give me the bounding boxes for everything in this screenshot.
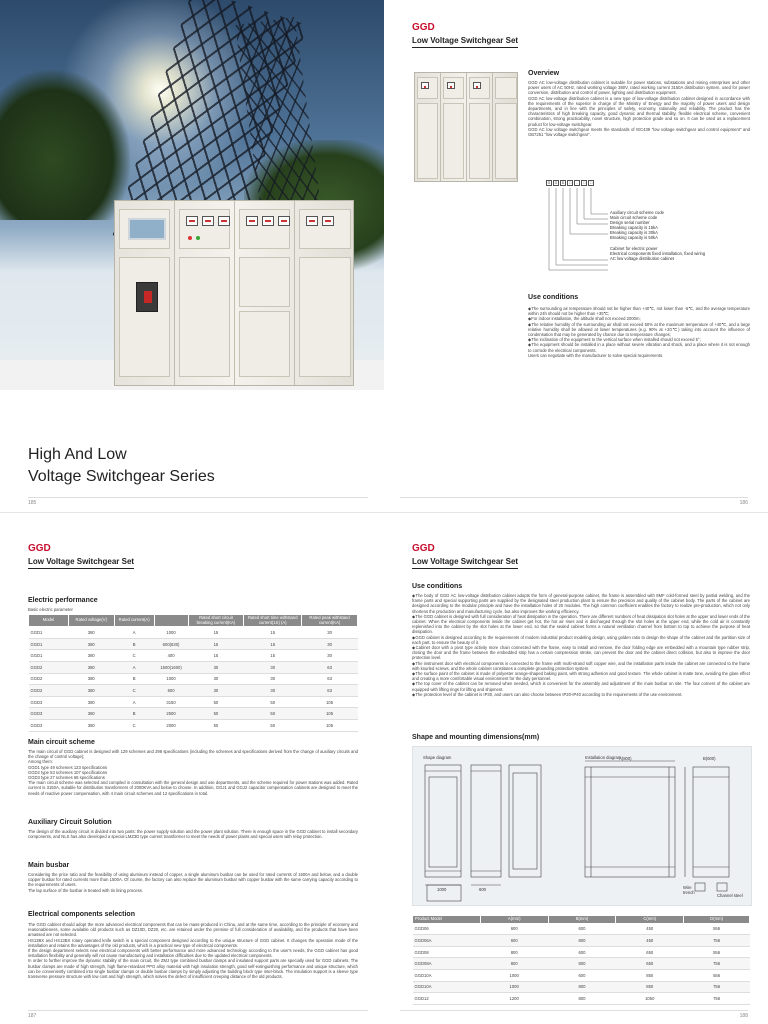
footer-rule: [400, 1010, 748, 1011]
table-cell: GGD08: [413, 946, 481, 958]
table-row: [29, 719, 358, 731]
table-row: [29, 638, 358, 650]
meter: [218, 216, 230, 226]
table-cell: 63: [302, 661, 358, 673]
dimensions-rows: [413, 923, 750, 1004]
table-cell: C: [114, 650, 154, 662]
table-cell: 380: [68, 638, 114, 650]
electric-performance-rows: [29, 627, 358, 731]
table-cell: 800: [548, 981, 616, 993]
table-cell: 50: [244, 696, 302, 708]
shape-dimensions-heading: Shape and mounting dimensions(mm): [412, 734, 540, 741]
page-number: 185: [28, 500, 37, 506]
product-title: Low Voltage Switchgear Set: [28, 557, 134, 569]
use-conditions-list: ◆The surrounding air temperature should not be higher than +40℃, not lower than -5℃, and the average temperature within 24h should not be higher than +35℃; ◆For indoor installation, the altitude shall not exceed 2000m; ◆The relative humidity of the surrounding air shall not exceed 50% at the maximum temperature of +40℃, and a large relative humidity shall be allowed at lower temperatures (e.g. 90% at +20℃) taking into account the influence of condensation that may be generated by chance due to temperature changes; ◆The inclination of the equipment to the vertical surface when installed should not exceed 5°; ◆The equipment should be installed in a place without severe vibration and shock, and a place where it is not enough to corrode the electrical components. Users can negotiate with the manufacturer to solve special requirements.: [528, 306, 750, 358]
tree-silhouette: [0, 70, 130, 220]
basic-parameter-label: Basic electric parameter: [28, 607, 73, 612]
brand-label: GGD: [412, 543, 435, 554]
page-number: 187: [28, 1013, 37, 1019]
table-cell: 30: [244, 685, 302, 697]
table-cell: 800: [480, 946, 548, 958]
table-cell: 15: [188, 650, 244, 662]
brand-label: GGD: [28, 543, 51, 554]
table-cell: 380: [68, 673, 114, 685]
table-cell: 2000: [154, 719, 188, 731]
electrical-components-heading: Electrical components selection: [28, 911, 135, 918]
table-cell: GGD1: [29, 650, 69, 662]
table-cell: 380: [68, 708, 114, 720]
series-title-line1: High And Low: [28, 446, 127, 463]
table-cell: 756: [684, 981, 750, 993]
table-row: [29, 673, 358, 685]
table-cell: 800: [548, 993, 616, 1005]
auxiliary-circuit-text: The design of the auxiliary circuit is divided into two parts: the power supply solution and the power plant solution. There is enough space in the GGD cabinet to install secondary components, and NLS has also developed a special LMZ3D type current transformer to meet the needs of power plants and special users with relay protection.: [28, 829, 358, 840]
table-cell: 400: [154, 650, 188, 662]
indicator-lamp: [196, 236, 200, 240]
table-cell: GGD3: [29, 708, 69, 720]
page-187: [0, 513, 384, 1024]
cover-photo: [0, 0, 384, 390]
table-cell: 800: [548, 935, 616, 947]
table-cell: 800: [548, 958, 616, 970]
table-cell: 63: [302, 673, 358, 685]
meter: [202, 216, 214, 226]
table-cell: 380: [68, 719, 114, 731]
table-cell: 1000: [480, 981, 548, 993]
dim-depth: 600: [479, 887, 486, 892]
table-cell: 63: [302, 685, 358, 697]
table-cell: B: [114, 638, 154, 650]
table-cell: 15: [188, 627, 244, 639]
page-number: 186: [739, 500, 748, 506]
dim-b: B(600): [703, 756, 716, 761]
table-cell: 30: [302, 638, 358, 650]
meter: [306, 216, 318, 226]
cabinet-column: [235, 201, 295, 385]
series-title: [28, 444, 215, 488]
table-cell: 30: [244, 661, 302, 673]
cabinet-column: [295, 201, 355, 385]
table-cell: GGD3: [29, 719, 69, 731]
model-code-leader-lines: [546, 188, 608, 288]
table-cell: 800: [480, 958, 548, 970]
table-cell: 600: [480, 923, 548, 935]
cabinet-product-image: [414, 72, 518, 182]
footer-rule: [400, 497, 748, 498]
electric-performance-table: Model Rated voltage(V) Rated current(A) Rated short circuit breaking current(KA) Rated short time withstand current(1S) (A) Rated peak withstand current(KA) GGD1 380 A 1000 15 15 30 GGD1 380 B 600(630) 15 15 30 GGD1 380 C 400 15 15 30 GGD2 380 A 1500(1600) 30 30 63 GGD2 380 B 1000 30 30 63 GGD2 380 C 600 30 30 63 GGD3 380 A 3150 50 50 105 GGD3 380 B 2500 50 50 105 GGD3 380 C 2000 50 50 105: [28, 614, 358, 732]
table-cell: 105: [302, 708, 358, 720]
table-row: [413, 923, 750, 935]
table-cell: 30: [302, 650, 358, 662]
table-cell: GGD10A: [413, 981, 481, 993]
table-cell: 556: [684, 946, 750, 958]
table-cell: 15: [188, 638, 244, 650]
table-row: [29, 627, 358, 639]
footer-rule: [28, 497, 368, 498]
display-screen: [128, 218, 166, 240]
table-cell: 50: [188, 696, 244, 708]
meter: [186, 216, 198, 226]
table-cell: 850: [616, 969, 684, 981]
table-cell: GGD06: [413, 923, 481, 935]
table-cell: 1500(1600): [154, 661, 188, 673]
table-cell: 50: [244, 708, 302, 720]
installation-diagram-label: Installation diagram: [585, 755, 622, 760]
use-conditions-heading: Use conditions: [412, 583, 463, 590]
table-row: [29, 650, 358, 662]
use-conditions-list: ◆The body of GGD AC low-voltage distribution cabinet adopts the form of general-purpose cabinet, the frame is assembled with 8MF cold-formed steel by partial welding, and the frame parts and special supporting parts are supplied by the designated steel production plant to ensure the precision and quality of the cabinet body. The parts of the cabinet are designed according to the modular principle and have the installation holes of 20 modules. The high common coefficient enables the factory to realize pre-production, which not only shortens the production and manufacturing cycle, but also improves the working efficiency. ◆The GGD cabinet is designed with full consideration of heat dissipation in the operation. There are different numbers of heat dissipation slot holes at the upper and lower ends of the cabinet. When the electrical components inside the cabinet get hot, the hot air rises and is discharged through the slot holes at the upper end, while the cold air is constantly replenished into the cabinet by the slot holes at the lower end, so that the sealed cabinet forms a natural ventilation channel from bottom to top to achieve the purpose of heat dissipation. ◆GGD cabinet is designed according to the requirements of modern industrial product modeling design, using golden ratio to design the shape of the cabinet and the partition size of each part, to ensure the beauty of it. ◆Cabinet door with a pivot type activity more chain connected with the frame, easy to install and remove, the door folding edge are embedded with a mountain type rubber strip, closing the door and the frame between the embedded strip has a certain compression stroke, can prevent the door and the cabinet direct collision, but also to improve the door protection level. ◆The instrument door with electrical components is connected to the frame with multi-strand soft copper wire, and the installation parts inside the cabinet are connected to the frame with knurled screws, and the whole cabinet constitutes a complete grounding protection system. ◆The surface paint of the cabinet is made of polyester orange-shaped baking paint, with strong adhesion and good texture. The whole cabinet is matte tone, avoiding the glare effect and creating a more comfortable visual environment for the duty personnel. ◆The top cover of the cabinet can be removed when needed, which is convenient for the assembly and adjustment of the main busbar on site. The four corners of the cabinet are equipped with lifting rings for lifting and shipment. ◆The protection level of the cabinet is IP30, and users can also choose between IP20-IP40 according to the requirements of the use environment.: [412, 593, 750, 697]
table-row: [413, 969, 750, 981]
meter: [421, 82, 429, 89]
table-cell: 105: [302, 696, 358, 708]
main-circuit-text: The main circuit of GGD cabinet is designed with 129 schemes and 298 specifications (including the schemes and specifications derived from the change of auxiliary circuits and the change of control voltage); Among them: GGD1 type 49 schemes 123 specifications GGD2 type 53 schemes 107 specifications GGD3 type 27 schemes 68 specifications The main circuit scheme was selected and compiled in consultation with the general design and use departments, and the scheme required for power stations was added. Rated current is 3150A, suitable for distribution transformers of 2000KVA and below to choose. In addition, GGJ1 and GGJ2 capacitor compensation cabinets are designed to meet the needs of reactive power compensation, with 4 main circuit schemes and 12 specifications in total.: [28, 749, 358, 796]
page-186: [384, 0, 768, 512]
table-cell: 450: [616, 923, 684, 935]
meter: [447, 82, 455, 89]
table-cell: 15: [244, 627, 302, 639]
product-title: Low Voltage Switchgear Set: [412, 557, 518, 569]
table-cell: 600(630): [154, 638, 188, 650]
table-cell: 30: [188, 685, 244, 697]
use-conditions-heading: Use conditions: [528, 294, 579, 301]
electrical-components-text: The GGD cabinet should adopt the more advanced electrical components that can be mass-produced in China, and at the same time, according to the principle of economy and reasonableness, some available old products such as DZ10D, DZ20, etc. are retained under the premise of full consideration of availability, and the products that have been amassed are not selected. HS13BX and HS13BX rotary operated knife switch is a special component designed according to the unique structure of GGD cabinet. It changes the operation mode of the installation and retains the advantages of the old products, which is a practical new type of electrical components. If the design department selects new electrical components with better performance and more advanced technology according to the user's needs, the GGD cabinet has good installation flexibility and generally will not cause manufacturing and installation difficulties due to the updated electrical components. In order to further improve the dynamic stability of the main circuit, the ZMJ type combined busbar clamps and insulated support parts are specially used for GGD cabinets. The busbar clamps are made of high strength, high flame-retardant PPO alloy material with high insulation strength, good self-extinguishing performance and unique structure, which can be conveniently combined into single busbar clamps or double busbar clamps by simply adjusting the building block type inter-block. The insulation support is a sleeve type transverse pressure structure with low cost and high strength, which solves the defect of insufficient creeping distance of the old products.: [28, 922, 358, 980]
overview-text: GGD AC low-voltage distribution cabinet is suitable for power stations, substations and mining enterprises and other power users of AC 50Hz, rated working voltage 380V, rated working current 3150A distribution system, used for power conversion, distribution and control of power, lighting and distribution equipment. GGD AC low-voltage distribution cabinet is a new type of low-voltage distribution cabinet designed in accordance with the requirements of the superior in charge of the Ministry of Energy and the majority of power users and design departments, and in line with the principles of safety, economy, rationality and reliability. The product has the characteristics of high breaking capacity, good dynamic and thermal stability, flexible electrical scheme, convenient combination, strong practicability, novel structure, high protection grade and so on. It can be used as a replacement product for low-voltage switchgear. GGD AC low voltage switchgear meets the standards of IEC439 "low voltage switchgear and control equipment" and GB7251 "low voltage switchgear".: [528, 80, 750, 138]
meter: [262, 216, 274, 226]
table-cell: 50: [244, 719, 302, 731]
table-cell: GGD2: [29, 685, 69, 697]
breaker: [136, 282, 158, 312]
table-cell: GGD12: [413, 993, 481, 1005]
shape-diagram-label: Shape diagram: [423, 755, 452, 760]
table-cell: 1000: [480, 969, 548, 981]
table-row: [29, 685, 358, 697]
table-cell: 756: [684, 935, 750, 947]
table-cell: 380: [68, 661, 114, 673]
page-185: [0, 0, 384, 512]
page-188: [384, 513, 768, 1024]
dim-width: 1000: [437, 887, 447, 892]
table-cell: 1050: [616, 993, 684, 1005]
table-cell: 600: [548, 946, 616, 958]
table-cell: GGD2: [29, 673, 69, 685]
table-cell: 380: [68, 696, 114, 708]
table-row: [413, 981, 750, 993]
table-cell: 30: [188, 673, 244, 685]
table-cell: 15: [244, 638, 302, 650]
table-cell: 450: [616, 935, 684, 947]
table-cell: A: [114, 696, 154, 708]
table-cell: 105: [302, 719, 358, 731]
drawing-lines: [413, 747, 751, 905]
table-cell: 50: [188, 708, 244, 720]
meter: [322, 216, 334, 226]
table-cell: C: [114, 685, 154, 697]
main-circuit-heading: Main circuit scheme: [28, 739, 95, 746]
table-cell: 600: [154, 685, 188, 697]
main-busbar-text: Considering the price ratio and the feasibility of using aluminum instead of copper, a single aluminum busbar can be used for rated currents of 1500A and below, and a double copper busbar for rated currents more than 1500A. Of course, the factory can also replace the aluminum busbar with copper busbar with the same carrying capacity according to the requirements of users. The lap surface of the busbar is treated with tin lining process.: [28, 872, 358, 893]
table-cell: 756: [684, 958, 750, 970]
model-code: G G D □ - □ □: [547, 181, 593, 185]
meter: [278, 216, 290, 226]
dimensions-table: Product Model A(mm) B(mm) C(mm) D(mm) GGD06 600 600 450 556 GGD06A 600 800 450 756 GGD08 800 600 650 556 GGD08A 800 800 650 756 GGD10A 1000 600 850 556 GGD10A 1000 800 850 756 GGD12 1200 800 1050 756: [412, 915, 750, 1005]
table-cell: 30: [188, 661, 244, 673]
table-cell: 1200: [480, 993, 548, 1005]
table-row: [29, 661, 358, 673]
table-row: [413, 946, 750, 958]
model-code-labels: Auxiliary circuit scheme code Main circuit scheme code Design serial number Breaking capacity is 15kA Breaking capacity is 30kA Breaking capacity is 50kA Cabinet for electric power Electrical components fixed installation, fixed wiring AC low voltage distribution cabinet: [610, 210, 706, 261]
page-number: 188: [739, 1013, 748, 1019]
overview-heading: Overview: [528, 70, 560, 77]
table-cell: 1000: [154, 673, 188, 685]
brand-label: GGD: [412, 22, 435, 33]
dim-a: A(800): [619, 756, 632, 761]
indicator-lamp: [188, 236, 192, 240]
channel-steel-label: Channel steel: [717, 893, 743, 898]
table-row: [29, 696, 358, 708]
footer-rule: [28, 1010, 368, 1011]
table-cell: GGD1: [29, 638, 69, 650]
table-row: [29, 708, 358, 720]
table-cell: 556: [684, 923, 750, 935]
table-cell: 2500: [154, 708, 188, 720]
table-cell: 50: [188, 719, 244, 731]
cabinet-column: [115, 201, 175, 385]
table-cell: A: [114, 627, 154, 639]
table-cell: 600: [548, 923, 616, 935]
table-cell: 380: [68, 685, 114, 697]
table-row: [413, 958, 750, 970]
table-row: [413, 935, 750, 947]
table-cell: GGD08A: [413, 958, 481, 970]
table-cell: 600: [548, 969, 616, 981]
table-cell: C: [114, 719, 154, 731]
table-cell: 756: [684, 993, 750, 1005]
cabinet-column: [175, 201, 235, 385]
table-cell: 600: [480, 935, 548, 947]
table-cell: GGD1: [29, 627, 69, 639]
table-cell: GGD2: [29, 661, 69, 673]
main-busbar-heading: Main busbar: [28, 862, 70, 869]
table-cell: B: [114, 673, 154, 685]
table-cell: A: [114, 661, 154, 673]
product-title: Low Voltage Switchgear Set: [412, 36, 518, 48]
table-cell: 1000: [154, 627, 188, 639]
table-cell: GGD3: [29, 696, 69, 708]
switchgear-cabinet-photo: [114, 200, 354, 386]
table-cell: GGD06A: [413, 935, 481, 947]
bottom-spread: [0, 512, 768, 1024]
auxiliary-circuit-heading: Auxiliary Circuit Solution: [28, 819, 112, 826]
meter: [246, 216, 258, 226]
electric-performance-heading: Electric performance: [28, 597, 98, 604]
table-row: [413, 993, 750, 1005]
table-cell: B: [114, 708, 154, 720]
meter: [473, 82, 481, 89]
table-cell: 3150: [154, 696, 188, 708]
table-cell: 650: [616, 958, 684, 970]
wire-trench-label: Wire trench: [683, 885, 695, 895]
table-cell: 380: [68, 627, 114, 639]
dimension-drawing: [412, 746, 752, 906]
table-cell: 30: [244, 673, 302, 685]
series-title-line2: Voltage Switchgear Series: [28, 468, 215, 485]
table-cell: 30: [302, 627, 358, 639]
table-cell: 380: [68, 650, 114, 662]
table-cell: GGD10A: [413, 969, 481, 981]
table-cell: 850: [616, 981, 684, 993]
table-cell: 15: [244, 650, 302, 662]
table-cell: 556: [684, 969, 750, 981]
table-cell: 650: [616, 946, 684, 958]
